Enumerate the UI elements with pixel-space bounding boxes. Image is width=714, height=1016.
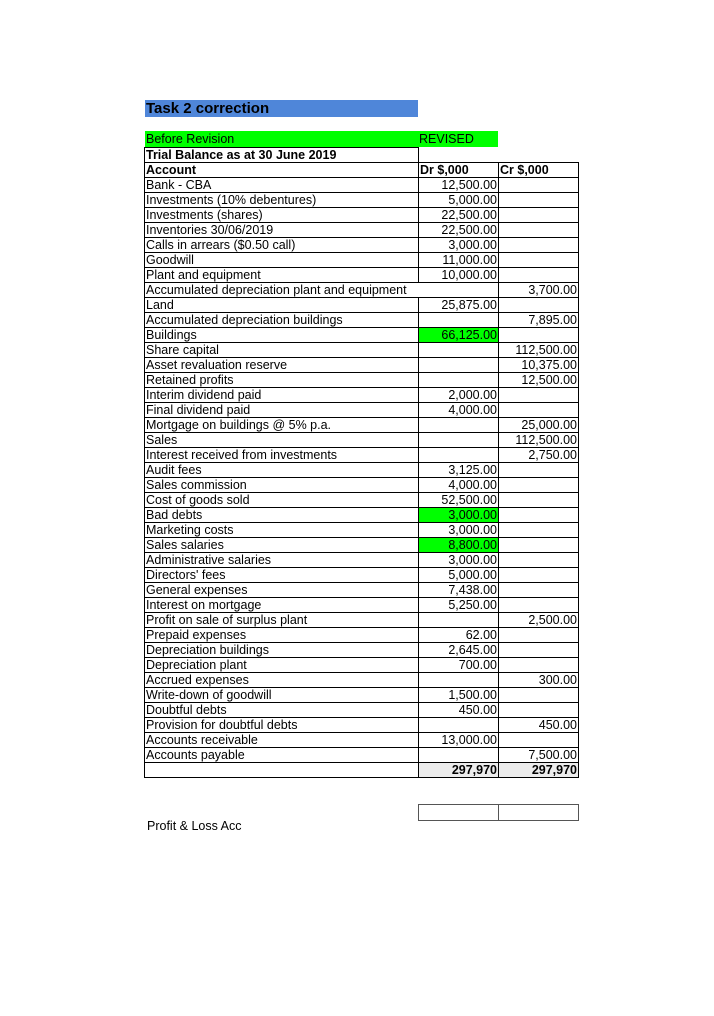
table-row — [145, 418, 579, 433]
cr-cell: 2,500.00 — [499, 613, 579, 628]
dr-cell: 25,875.00 — [419, 298, 499, 313]
dr-cell: 52,500.00 — [419, 493, 499, 508]
cr-cell — [499, 403, 579, 418]
cr-column-header: Cr $,000 — [499, 163, 579, 178]
dr-total: 297,970 — [419, 763, 499, 778]
cr-cell — [499, 238, 579, 253]
totals-row — [145, 763, 579, 778]
account-cell: Sales — [145, 433, 419, 448]
account-cell: Interest received from investments — [145, 448, 419, 463]
page-title: Task 2 correction — [145, 100, 418, 117]
account-cell: Interim dividend paid — [145, 388, 419, 403]
cr-cell: 112,500.00 — [499, 433, 579, 448]
account-cell: Inventories 30/06/2019 — [145, 223, 419, 238]
account-cell: Land — [145, 298, 419, 313]
cr-cell — [499, 223, 579, 238]
table-row — [145, 748, 579, 763]
table-row — [145, 733, 579, 748]
table-row — [145, 253, 579, 268]
dr-cell: 2,000.00 — [419, 388, 499, 403]
account-cell: Write-down of goodwill — [145, 688, 419, 703]
dr-cell: 3,125.00 — [419, 463, 499, 478]
account-cell: Prepaid expenses — [145, 628, 419, 643]
dr-cell — [419, 748, 499, 763]
account-cell: Accounts receivable — [145, 733, 419, 748]
table-row — [145, 538, 579, 553]
table-row — [145, 643, 579, 658]
revised-label: REVISED — [418, 131, 498, 147]
account-cell: Mortgage on buildings @ 5% p.a. — [145, 418, 419, 433]
table-row — [145, 328, 579, 343]
account-cell: Asset revaluation reserve — [145, 358, 419, 373]
dr-cell — [419, 313, 499, 328]
account-cell: Final dividend paid — [145, 403, 419, 418]
cr-cell — [499, 598, 579, 613]
dr-cell — [419, 358, 499, 373]
cr-cell — [499, 583, 579, 598]
dr-cell: 450.00 — [419, 703, 499, 718]
dr-cell: 3,000.00 — [419, 238, 499, 253]
table-row — [145, 268, 579, 283]
table-row — [145, 598, 579, 613]
account-cell: Profit on sale of surplus plant — [145, 613, 419, 628]
cr-cell — [499, 643, 579, 658]
account-cell: Interest on mortgage — [145, 598, 419, 613]
account-cell: Sales commission — [145, 478, 419, 493]
dr-cell: 22,500.00 — [419, 223, 499, 238]
dr-cell: 5,250.00 — [419, 598, 499, 613]
table-row — [145, 703, 579, 718]
dr-cell: 22,500.00 — [419, 208, 499, 223]
dr-cell: 700.00 — [419, 658, 499, 673]
cr-cell — [499, 493, 579, 508]
dr-cell — [419, 718, 499, 733]
dr-cell — [419, 613, 499, 628]
cr-cell — [499, 733, 579, 748]
account-cell: Accrued expenses — [145, 673, 419, 688]
account-cell: Marketing costs — [145, 523, 419, 538]
empty-cell — [499, 805, 579, 821]
table-row — [145, 673, 579, 688]
dr-cell: 5,000.00 — [419, 568, 499, 583]
table-row — [145, 358, 579, 373]
account-cell: Depreciation buildings — [145, 643, 419, 658]
cr-total: 297,970 — [499, 763, 579, 778]
table-row — [145, 313, 579, 328]
account-cell: Accumulated depreciation buildings — [145, 313, 419, 328]
cr-cell — [499, 553, 579, 568]
dr-cell — [419, 343, 499, 358]
cr-cell — [499, 268, 579, 283]
cr-cell: 2,750.00 — [499, 448, 579, 463]
cr-cell — [499, 253, 579, 268]
table-row — [145, 403, 579, 418]
cr-cell — [499, 628, 579, 643]
table-row — [145, 448, 579, 463]
account-cell: Investments (10% debentures) — [145, 193, 419, 208]
cr-cell: 7,500.00 — [499, 748, 579, 763]
dr-cell — [419, 373, 499, 388]
table-row — [145, 223, 579, 238]
dr-cell: 3,000.00 — [419, 553, 499, 568]
cr-cell: 10,375.00 — [499, 358, 579, 373]
account-cell: General expenses — [145, 583, 419, 598]
table-row — [145, 493, 579, 508]
account-cell: Provision for doubtful debts — [145, 718, 419, 733]
dr-cell — [419, 283, 499, 298]
account-cell: Accounts payable — [145, 748, 419, 763]
table-row — [145, 463, 579, 478]
dr-cell: 8,800.00 — [419, 538, 499, 553]
dr-cell: 3,000.00 — [419, 523, 499, 538]
table-row — [145, 658, 579, 673]
table-title: Trial Balance as at 30 June 2019 — [145, 148, 419, 163]
table-row — [145, 178, 579, 193]
column-header-row — [145, 163, 579, 178]
cr-cell — [499, 508, 579, 523]
cr-cell — [499, 538, 579, 553]
cr-cell — [499, 688, 579, 703]
table-row — [145, 613, 579, 628]
account-cell: Bank - CBA — [145, 178, 419, 193]
dr-cell: 3,000.00 — [419, 508, 499, 523]
dr-cell: 1,500.00 — [419, 688, 499, 703]
table-title-row — [145, 148, 579, 163]
table-row — [145, 568, 579, 583]
cr-cell: 7,895.00 — [499, 313, 579, 328]
cr-cell — [499, 208, 579, 223]
dr-column-header: Dr $,000 — [419, 163, 499, 178]
account-cell: Audit fees — [145, 463, 419, 478]
table-row — [145, 508, 579, 523]
table-row — [145, 628, 579, 643]
cr-cell — [499, 523, 579, 538]
trial-balance-table — [144, 147, 579, 778]
table-row — [145, 343, 579, 358]
table-row — [145, 208, 579, 223]
cr-cell: 300.00 — [499, 673, 579, 688]
account-cell: Retained profits — [145, 373, 419, 388]
cr-cell — [499, 703, 579, 718]
dr-cell: 4,000.00 — [419, 478, 499, 493]
account-cell: Administrative salaries — [145, 553, 419, 568]
cr-cell — [499, 463, 579, 478]
cr-cell — [499, 328, 579, 343]
dr-cell: 11,000.00 — [419, 253, 499, 268]
dr-cell: 10,000.00 — [419, 268, 499, 283]
account-cell: Investments (shares) — [145, 208, 419, 223]
before-revision-label: Before Revision — [145, 131, 418, 147]
cr-cell — [499, 478, 579, 493]
dr-cell — [419, 673, 499, 688]
empty-cell — [419, 805, 499, 821]
dr-cell: 5,000.00 — [419, 193, 499, 208]
table-row — [145, 523, 579, 538]
cr-cell: 12,500.00 — [499, 373, 579, 388]
cr-cell — [499, 298, 579, 313]
table-row — [145, 553, 579, 568]
empty-total-cells — [418, 804, 579, 821]
table-row — [145, 688, 579, 703]
account-column-header: Account — [145, 163, 419, 178]
dr-cell: 13,000.00 — [419, 733, 499, 748]
dr-cell: 12,500.00 — [419, 178, 499, 193]
account-cell: Plant and equipment — [145, 268, 419, 283]
cr-cell — [499, 388, 579, 403]
table-row — [145, 433, 579, 448]
table-row — [145, 193, 579, 208]
cr-cell — [499, 178, 579, 193]
dr-cell: 2,645.00 — [419, 643, 499, 658]
cr-cell: 3,700.00 — [499, 283, 579, 298]
account-cell: Share capital — [145, 343, 419, 358]
account-cell: Cost of goods sold — [145, 493, 419, 508]
cr-cell — [499, 658, 579, 673]
dr-cell: 7,438.00 — [419, 583, 499, 598]
dr-cell: 4,000.00 — [419, 403, 499, 418]
account-cell: Bad debts — [145, 508, 419, 523]
table-row — [145, 718, 579, 733]
account-cell: Directors' fees — [145, 568, 419, 583]
table-row — [145, 238, 579, 253]
account-cell: Doubtful debts — [145, 703, 419, 718]
table-row — [145, 373, 579, 388]
cr-cell: 450.00 — [499, 718, 579, 733]
table-row — [145, 388, 579, 403]
dr-cell: 62.00 — [419, 628, 499, 643]
dr-cell — [419, 433, 499, 448]
account-cell: Goodwill — [145, 253, 419, 268]
table-row — [145, 478, 579, 493]
account-cell: Buildings — [145, 328, 419, 343]
cr-cell — [499, 193, 579, 208]
cr-cell — [499, 568, 579, 583]
dr-cell — [419, 448, 499, 463]
account-cell: Accumulated depreciation plant and equipment — [145, 283, 419, 298]
account-cell: Depreciation plant — [145, 658, 419, 673]
table-row — [145, 298, 579, 313]
dr-cell — [419, 418, 499, 433]
cr-cell: 25,000.00 — [499, 418, 579, 433]
totals-label-cell — [145, 763, 419, 778]
table-row — [145, 283, 579, 298]
account-cell: Calls in arrears ($0.50 call) — [145, 238, 419, 253]
account-cell: Sales salaries — [145, 538, 419, 553]
cr-cell: 112,500.00 — [499, 343, 579, 358]
dr-cell: 66,125.00 — [419, 328, 499, 343]
profit-loss-label: Profit & Loss Acc — [147, 819, 242, 833]
table-row — [145, 583, 579, 598]
